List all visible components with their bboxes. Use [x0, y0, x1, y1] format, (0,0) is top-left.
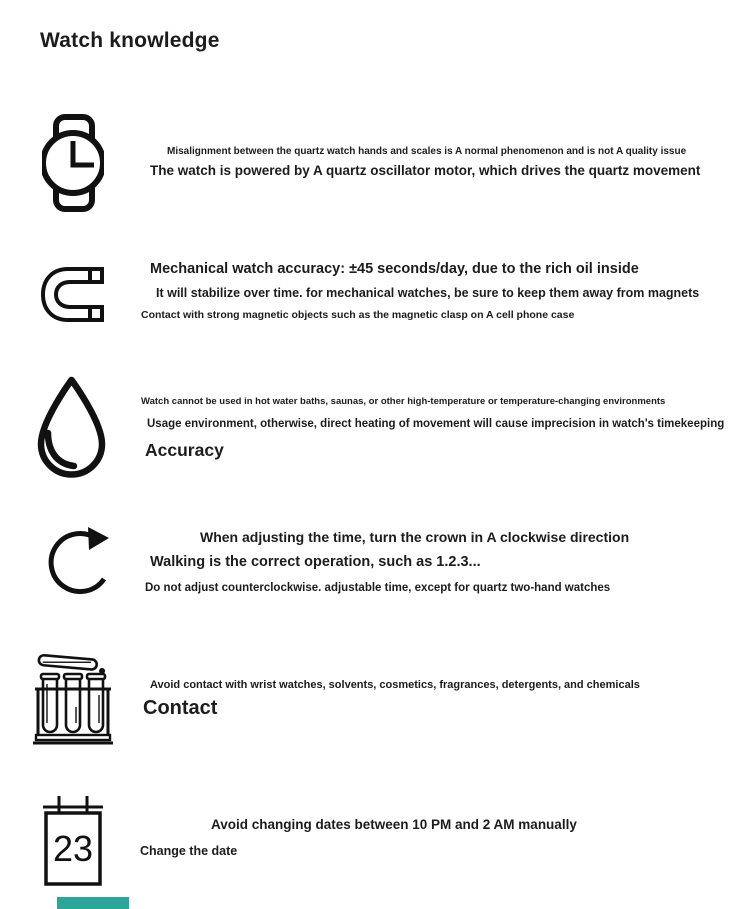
test-tubes-icon [33, 647, 113, 747]
crown-sub-text: Walking is the correct operation, such as 1.2.3... [150, 554, 481, 570]
accuracy-heading: Accuracy [145, 440, 224, 460]
water-sub-text: Usage environment, otherwise, direct heating of movement will cause imprecision in watch's timekeeping [147, 418, 725, 430]
quartz-note-text: Misalignment between the quartz watch hands and scales is A normal phenomenon and is not A quality issue [167, 146, 687, 157]
water-note-text: Watch cannot be used in hot water baths, saunas, or other high-temperature or temperature-changing environments [141, 396, 666, 407]
wristwatch-icon [42, 114, 104, 212]
magnet-sub-text: It will stabilize over time. for mechanical watches, be sure to keep them away from magnets [156, 286, 700, 300]
crown-headline-text: When adjusting the time, turn the crown in A clockwise direction [200, 529, 630, 545]
water-drop-icon [33, 374, 110, 479]
page-title: Watch knowledge [40, 29, 220, 52]
date-headline-text: Avoid changing dates between 10 PM and 2 AM manually [211, 817, 577, 832]
accent-bar [57, 897, 129, 909]
crown-note-text: Do not adjust counterclockwise. adjustable time, except for quartz two-hand watches [145, 582, 611, 594]
calendar-day-number: 23 [53, 828, 94, 869]
calendar-icon [42, 793, 104, 886]
rotate-clockwise-icon [40, 524, 112, 608]
magnet-headline-text: Mechanical watch accuracy: ±45 seconds/day, due to the rich oil inside [150, 261, 639, 277]
contact-heading: Contact [143, 697, 218, 719]
date-sub-text: Change the date [140, 844, 238, 858]
chemicals-note-text: Avoid contact with wrist watches, solvents, cosmetics, fragrances, detergents, and chemicals [150, 679, 640, 691]
quartz-main-text: The watch is powered by A quartz oscillator motor, which drives the quartz movement [150, 163, 701, 178]
magnet-note-text: Contact with strong magnetic objects such as the magnetic clasp on A cell phone case [141, 309, 575, 321]
magnet-icon [40, 266, 105, 323]
